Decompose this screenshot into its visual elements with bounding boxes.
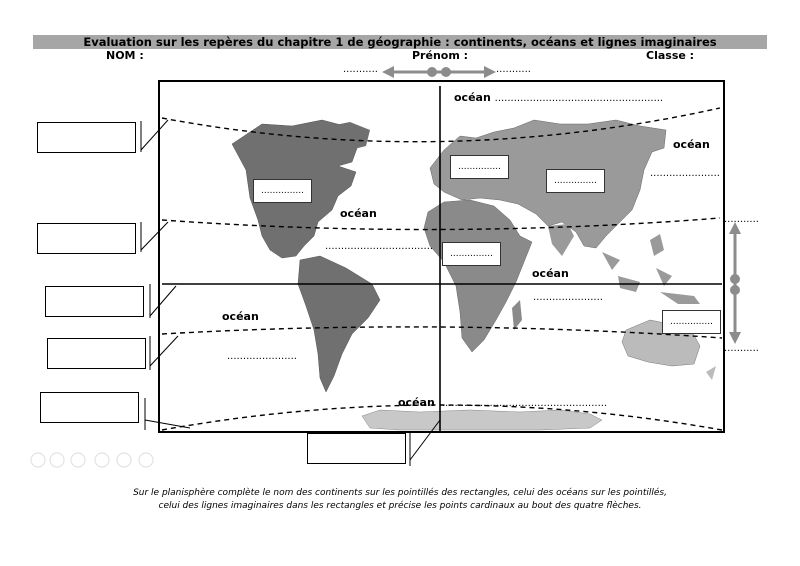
equator-name-box[interactable] [45,286,144,317]
tropic-cancer-name-box[interactable] [37,223,136,254]
ocean-label-atlantic [340,207,377,220]
nom-label: NOM : [106,49,144,62]
ocean-label-indian [532,267,569,280]
worksheet-title: Evaluation sur les repères du chapitre 1 de géographie : continents, océans et lignes imaginaires [33,35,767,49]
instructions-line-2: celui des lignes imaginaires dans les rectangles et précise les points cardinaux au bout des quatre flèches. [158,501,642,511]
tropic-capricorn-name-box[interactable] [47,338,146,369]
viewer-controls [31,453,153,467]
greenwich-meridian-name-box[interactable] [307,433,406,464]
classe-label: Classe : [646,49,695,62]
africa-name-box[interactable]: ............... [442,242,501,266]
ocean-word: océan [454,91,491,104]
ocean-word: océan [222,310,259,323]
ocean-pacific-south-dots[interactable]: ...................... [227,351,297,362]
ocean-word: océan [673,138,710,151]
antarctica-shape [362,410,602,430]
compass-horizontal-arrow [382,66,496,78]
ocean-indian-dots[interactable]: ...................... [533,292,603,303]
europe-name-box[interactable]: ............... [450,155,509,179]
ocean-label-pacific-north [673,138,710,151]
ocean-word: océan [398,396,435,409]
instructions-line-1: Sur le planisphère complète le nom des continents sur les pointillés des rectangles, celui des océans sur les pointillés, [133,488,667,498]
ocean-pacific-north-dots[interactable]: ...................... [650,168,720,179]
compass-vertical-arrow [729,222,741,344]
ocean-word: océan [340,207,377,220]
oceania-name-box[interactable]: ............... [662,310,721,334]
compass-east-dots[interactable]: ........... [496,64,531,75]
ocean-atlantic-dots[interactable]: .................................. [325,241,434,252]
compass-west-dots[interactable]: ........... [343,64,378,75]
ocean-word: océan [532,267,569,280]
ocean-label-arctic [454,91,663,104]
prenom-label: Prénom : [412,49,469,62]
ocean-southern-dots[interactable]: ..................................................... [438,398,608,409]
compass-north-dots[interactable]: ........... [724,214,759,225]
north-america-name-box[interactable]: ............... [253,179,312,203]
ocean-label-southern [398,396,607,409]
ocean-label-pacific-south [222,310,259,323]
asia-name-box[interactable]: ............... [546,169,605,193]
compass-south-dots[interactable]: ........... [724,343,759,354]
antarctic-circle-name-box[interactable] [40,392,139,423]
arctic-circle-name-box[interactable] [37,122,136,153]
ocean-arctic-dots[interactable]: ..................................................... [494,93,664,104]
